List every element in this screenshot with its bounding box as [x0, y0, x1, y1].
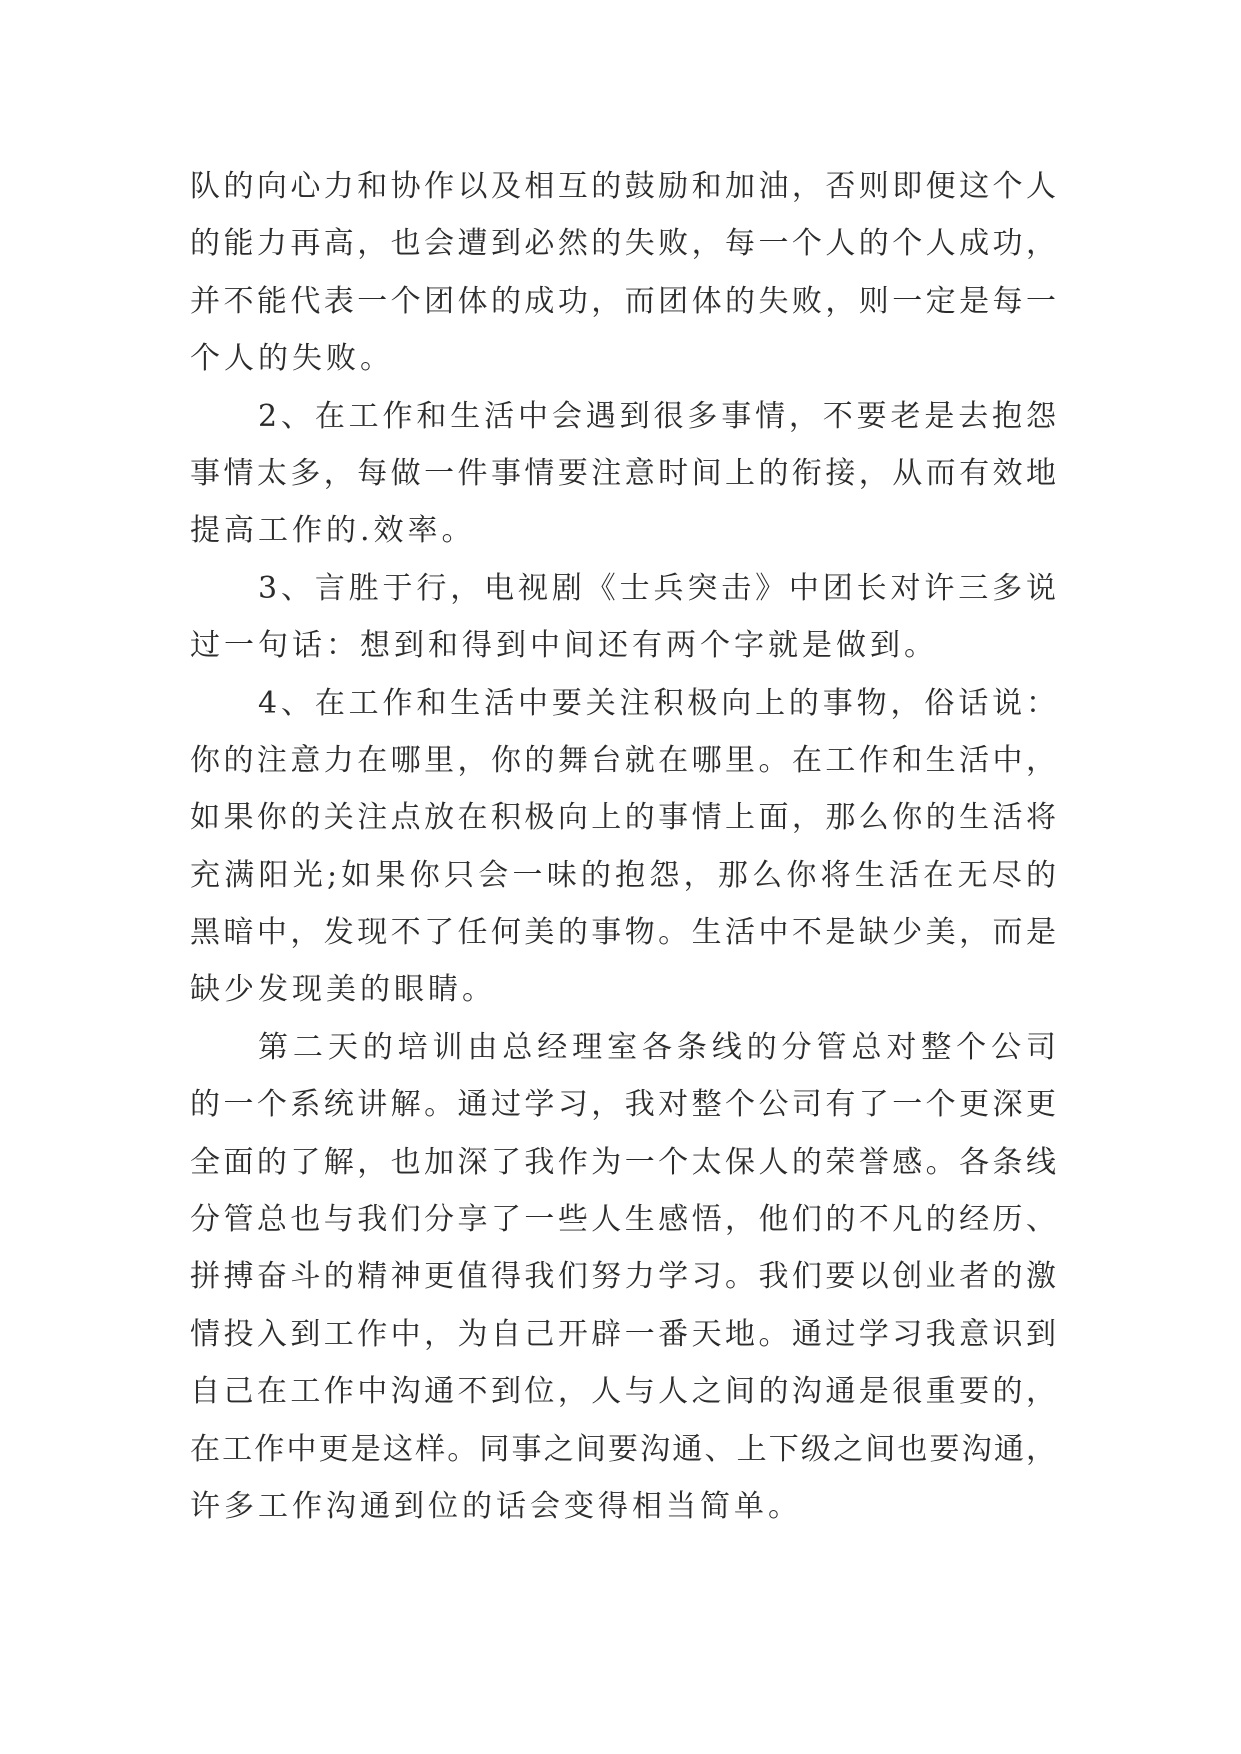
- text-line: 情投入到工作中，为自己开辟一番天地。通过学习我意识到: [190, 1316, 1058, 1352]
- text-line: 的一个系统讲解。通过学习，我对整个公司有了一个更深更: [190, 1087, 1058, 1123]
- text-line: 3、言胜于行，电视剧《士兵突击》中团长对许三多说: [258, 570, 1058, 606]
- text-line: 在工作中更是这样。同事之间要沟通、上下级之间也要沟通，: [190, 1431, 1058, 1467]
- text-line: 个人的失败。: [190, 341, 394, 377]
- text-line: 第二天的培训由总经理室各条线的分管总对整个公司: [258, 1029, 1058, 1065]
- text-line: 黑暗中，发现不了任何美的事物。生活中不是缺少美，而是: [190, 915, 1058, 951]
- document-body: [190, 158, 1058, 1535]
- text-line: 提高工作的.效率。: [190, 513, 476, 549]
- text-line: 的能力再高，也会遭到必然的失败，每一个人的个人成功，: [190, 226, 1058, 262]
- paragraph: [190, 1019, 1058, 1536]
- text-line: 并不能代表一个团体的成功，而团体的失败，则一定是每一: [190, 283, 1058, 319]
- paragraph: [190, 675, 1058, 1019]
- text-line: 拼搏奋斗的精神更值得我们努力学习。我们要以创业者的激: [190, 1259, 1058, 1295]
- text-line: 充满阳光;如果你只会一味的抱怨，那么你将生活在无尽的: [190, 857, 1058, 893]
- text-line: 你的注意力在哪里，你的舞台就在哪里。在工作和生活中，: [190, 742, 1058, 778]
- text-line: 2、在工作和生活中会遇到很多事情，不要老是去抱怨: [258, 398, 1058, 434]
- paragraph: [190, 560, 1058, 675]
- text-line: 队的向心力和协作以及相互的鼓励和加油，否则即便这个人: [190, 169, 1058, 204]
- text-line: 4、在工作和生活中要关注积极向上的事物，俗话说：: [258, 685, 1058, 721]
- text-line: 缺少发现美的眼睛。: [190, 972, 496, 1008]
- paragraph: [190, 388, 1058, 560]
- text-line: 分管总也与我们分享了一些人生感悟，他们的不凡的经历、: [190, 1202, 1058, 1238]
- text-line: 许多工作沟通到位的话会变得相当简单。: [190, 1488, 802, 1524]
- text-line: 自己在工作中沟通不到位，人与人之间的沟通是很重要的，: [190, 1374, 1058, 1410]
- text-line: 如果你的关注点放在积极向上的事情上面，那么你的生活将: [190, 800, 1058, 836]
- paragraph: [190, 158, 1058, 388]
- text-line: 过一句话：想到和得到中间还有两个字就是做到。: [190, 628, 938, 664]
- text-line: 全面的了解，也加深了我作为一个太保人的荣誉感。各条线: [190, 1144, 1058, 1180]
- text-line: 事情太多，每做一件事情要注意时间上的衔接，从而有效地: [190, 455, 1058, 491]
